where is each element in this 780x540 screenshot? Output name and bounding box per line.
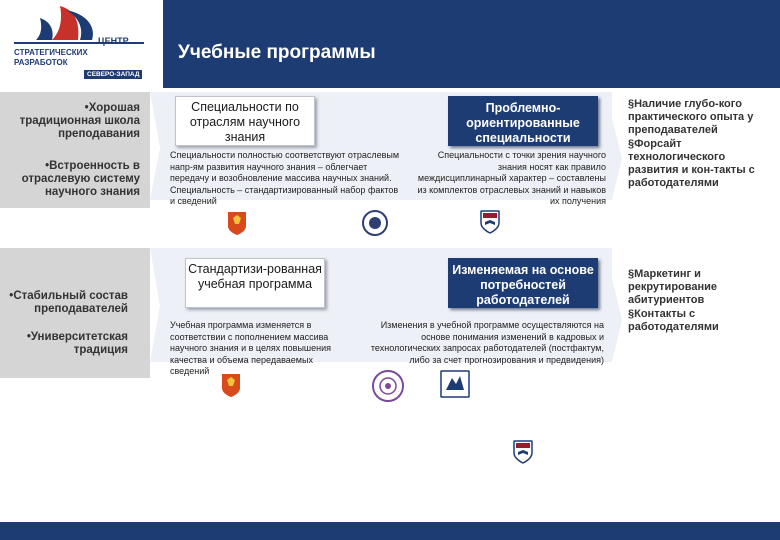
bullet: • [9, 290, 14, 302]
left-text-2: Встроенность в отраслевую систему научного знания [21, 160, 140, 198]
box-problem-oriented: Проблемно-ориентированные специальности [448, 96, 598, 146]
logo-line3: РАЗРАБОТОК [14, 58, 68, 67]
logo-line2: СТРАТЕГИЧЕСКИХ [14, 48, 88, 57]
text-problem-desc: Специальности с точки зрения научного знания носят как правило междисциплинарный характер – составлены из комплектов отраслевых знаний и навыков их получения [417, 150, 606, 207]
university-seal-icon-2 [372, 370, 404, 402]
text-specialties-desc: Специальности полностью соответствуют отраслевым напр-ям развития научного знания – облегчает передачу и возобновление массива научных знаний. Специальность – стандартизированный набор фактов и сведений [170, 150, 400, 207]
left-block-2 [0, 160, 140, 199]
right-text-3: §Маркетинг и рекрутирование абитуриентов [628, 268, 718, 307]
bullet: • [84, 102, 89, 114]
emblem-shield-icon [226, 210, 248, 236]
text-standardized-desc: Учебная программа изменяется в соответствии с пополнением массива научного знания и в целях повышения качества и объема передаваемых сведений [170, 320, 332, 377]
left-text-4: Университетская традиция [30, 331, 128, 356]
bullet: • [26, 331, 31, 343]
left-text-3: Стабильный состав преподавателей [13, 290, 128, 315]
left-text-1: Хорошая традиционная школа преподавания [19, 102, 140, 140]
university-crest-icon [440, 370, 470, 398]
bullet: • [45, 160, 50, 172]
box-changeable: Изменяемая на основе потребностей работодателей [448, 258, 598, 308]
logo [0, 0, 160, 88]
left-block-1 [0, 102, 140, 141]
right-block-2 [628, 268, 766, 334]
logo-line4: СЕВЕРО-ЗАПАД [84, 70, 142, 79]
right-block-1 [628, 98, 766, 190]
footer-band [0, 522, 780, 540]
box-standardized: Стандартизи-рованная учебная программа [185, 258, 325, 308]
emblem-shield-icon-2 [220, 372, 242, 398]
text-changeable-desc: Изменения в учебной программе осуществляются на основе понимания изменений в кадровых и технологических запросах работодателей (постфактум, либо за счет прогнозирования и предвидения) [370, 320, 604, 365]
penn-shield-icon [480, 210, 500, 234]
right-text-4: §Контакты с работодателями [628, 307, 719, 333]
penn-shield-icon-2 [513, 440, 533, 464]
page-title: Учебные программы [178, 42, 376, 63]
box-specialties-by-sector: Специальности по отраслям научного знания [175, 96, 315, 146]
right-text-1: §Наличие глубо-кого практического опыта у преподавателей [628, 98, 754, 137]
right-text-2: §Форсайт технологического развития и кон-такты с работодателями [628, 137, 755, 190]
university-seal-icon [362, 210, 388, 236]
left-block-4 [0, 331, 128, 357]
left-block-3 [0, 290, 128, 316]
logo-line1: ЦЕНТР [98, 36, 129, 46]
